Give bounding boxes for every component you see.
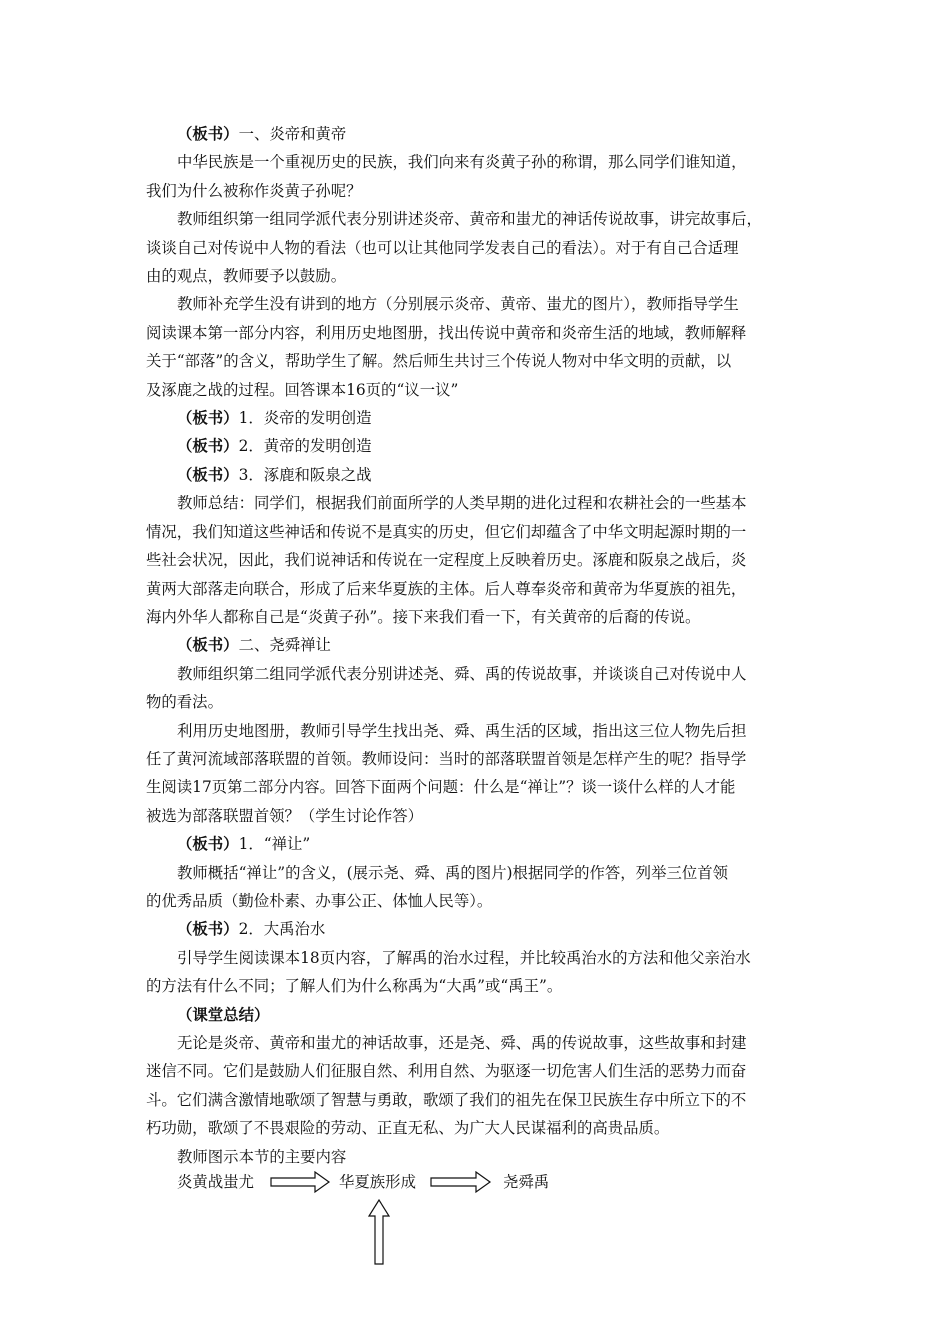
text-line [146, 404, 810, 432]
text-line [146, 262, 810, 290]
text-line [146, 290, 810, 318]
text-line [146, 859, 810, 887]
text-line [146, 461, 810, 489]
text-line [146, 177, 810, 205]
line-text: 海内外华人都称自己是“炎黄子孙”。接下来我们看一下，有关黄帝的后裔的传说。 [146, 607, 701, 626]
line-text: 的方法有什么不同；了解人们为什么称禹为“大禹”或“禹王”。 [146, 977, 563, 996]
line-text: 一、炎帝和黄帝 [238, 125, 347, 143]
text-line [146, 1057, 810, 1085]
text-line [146, 603, 810, 631]
line-text: 谈谈自己对传说中人物的看法（也可以让其他同学发表自己的看法）。对于有自己合适理 [146, 238, 739, 257]
text-line [146, 972, 810, 1000]
line-text: 1．“禅让” [238, 835, 311, 854]
line-text: 我们为什么被称作炎黄子孙呢？ [146, 181, 362, 200]
text-line [146, 660, 810, 688]
line-text: 二、尧舜禅让 [238, 636, 331, 655]
diagram-node-yaoshunyu: 尧舜禹 [503, 1173, 550, 1192]
line-text: 教师组织第二组同学派代表分别讲述尧、舜、禹的传说故事，并谈谈自己对传说中人 [177, 664, 747, 683]
text-line [146, 915, 810, 943]
line-text: 无论是炎帝、黄帝和蚩尤的神话故事，还是尧、舜、禹的传说故事，这些故事和封建 [177, 1034, 747, 1052]
line-text: 教师图示本节的主要内容 [177, 1147, 347, 1166]
text-line [146, 887, 810, 915]
line-text: 引导学生阅读课本18页内容，了解禹的治水过程，并比较禹治水的方法和他父亲治水 [177, 948, 751, 967]
arrow-right-2 [431, 1172, 490, 1192]
text-line [146, 120, 810, 148]
line-text: 教师补充学生没有讲到的地方（分别展示炎帝、黄帝、蚩尤的图片），教师指导学生 [177, 295, 739, 314]
text-line [146, 234, 810, 262]
board-tag: （板书） [177, 920, 239, 939]
line-text: 被选为部落联盟首领？（学生讨论作答） [146, 806, 424, 825]
text-line [146, 376, 810, 404]
text-line [146, 319, 810, 347]
line-text: 3．涿鹿和阪泉之战 [238, 465, 372, 484]
line-text: 任了黄河流域部落联盟的首领。教师设问：当时的部落联盟首领是怎样产生的呢？指导学 [146, 749, 747, 768]
line-text: 关于“部落”的含义，帮助学生了解。然后师生共讨三个传说人物对中华文明的贡献，以 [146, 352, 732, 371]
line-text: 迷信不同。它们是鼓励人们征服自然、利用自然、为驱逐一切危害人们生活的恶势力而奋 [146, 1062, 747, 1081]
board-tag: （课堂总结） [177, 1005, 270, 1024]
text-line [146, 631, 810, 659]
arrow-right-1 [271, 1172, 329, 1192]
line-text: 利用历史地图册，教师引导学生找出尧、舜、禹生活的区域，指出这三位人物先后担 [177, 721, 747, 740]
line-text: 2．大禹治水 [238, 920, 326, 939]
line-text: 教师概括“禅让”的含义，(展示尧、舜、禹的图片)根据同学的作答，列举三位首领 [177, 863, 729, 882]
line-text: 的优秀品质（勤俭朴素、办事公正、体恤人民等）。 [146, 891, 493, 910]
text-line [146, 1001, 810, 1029]
text-line [146, 148, 810, 176]
text-line [146, 1143, 810, 1171]
flow-diagram [146, 1171, 810, 1281]
text-line [146, 546, 810, 574]
line-text: 生阅读17页第二部分内容。回答下面两个问题：什么是“禅让”？谈一谈什么样的人才能 [146, 778, 736, 797]
arrow-up [369, 1200, 389, 1264]
line-text: 阅读课本第一部分内容，利用历史地图册，找出传说中黄帝和炎帝生活的地域，教师解释 [146, 323, 747, 342]
text-line [146, 432, 810, 460]
diagram-arrows [146, 1171, 810, 1281]
text-line [146, 802, 810, 830]
text-line [146, 717, 810, 745]
diagram-node-huaxia: 华夏族形成 [339, 1173, 416, 1192]
text-line [146, 830, 810, 858]
text-line [146, 1086, 810, 1114]
line-text: 斗。它们满含激情地歌颂了智慧与勇敢，歌颂了我们的祖先在保卫民族生存中所立下的不 [146, 1090, 747, 1109]
text-line [146, 1029, 810, 1057]
diagram-node-yanhuang: 炎黄战蚩尤 [177, 1173, 254, 1192]
text-line [146, 745, 810, 773]
document-page [146, 120, 810, 1281]
text-line [146, 575, 810, 603]
board-tag: （板书） [177, 437, 239, 456]
line-text: 教师组织第一组同学派代表分别讲述炎帝、黄帝和蚩尤的神话传说故事，讲完故事后， [177, 210, 762, 229]
text-line [146, 347, 810, 375]
board-tag: （板书） [177, 125, 239, 143]
text-line [146, 944, 810, 972]
board-tag: （板书） [177, 409, 239, 428]
text-line [146, 518, 810, 546]
line-text: 物的看法。 [146, 693, 223, 712]
line-text: 些社会状况，因此，我们说神话和传说在一定程度上反映着历史。涿鹿和阪泉之战后，炎 [146, 551, 747, 570]
line-text: 及涿鹿之战的过程。回答课本16页的“议一议” [146, 380, 459, 399]
line-text: 朽功勋，歌颂了不畏艰险的劳动、正直无私、为广大人民谋福利的高贵品质。 [146, 1119, 670, 1138]
line-text: 1．炎帝的发明创造 [238, 409, 372, 428]
text-line [146, 205, 810, 233]
board-tag: （板书） [177, 636, 239, 655]
text-line [146, 1114, 810, 1142]
line-text: 情况，我们知道这些神话和传说不是真实的历史，但它们却蕴含了中华文明起源时期的一 [146, 522, 747, 541]
document-body [146, 120, 810, 1171]
line-text: 由的观点，教师要予以鼓励。 [146, 267, 347, 286]
text-line [146, 773, 810, 801]
line-text: 2．黄帝的发明创造 [238, 437, 372, 456]
text-line [146, 688, 810, 716]
line-text: 教师总结：同学们，根据我们前面所学的人类早期的进化过程和农耕社会的一些基本 [177, 494, 747, 513]
text-line [146, 489, 810, 517]
board-tag: （板书） [177, 835, 239, 854]
line-text: 黄两大部落走向联合，形成了后来华夏族的主体。后人尊奉炎帝和黄帝为华夏族的祖先， [146, 579, 747, 598]
board-tag: （板书） [177, 465, 239, 484]
line-text: 中华民族是一个重视历史的民族，我们向来有炎黄子孙的称谓，那么同学们谁知道， [177, 153, 747, 172]
